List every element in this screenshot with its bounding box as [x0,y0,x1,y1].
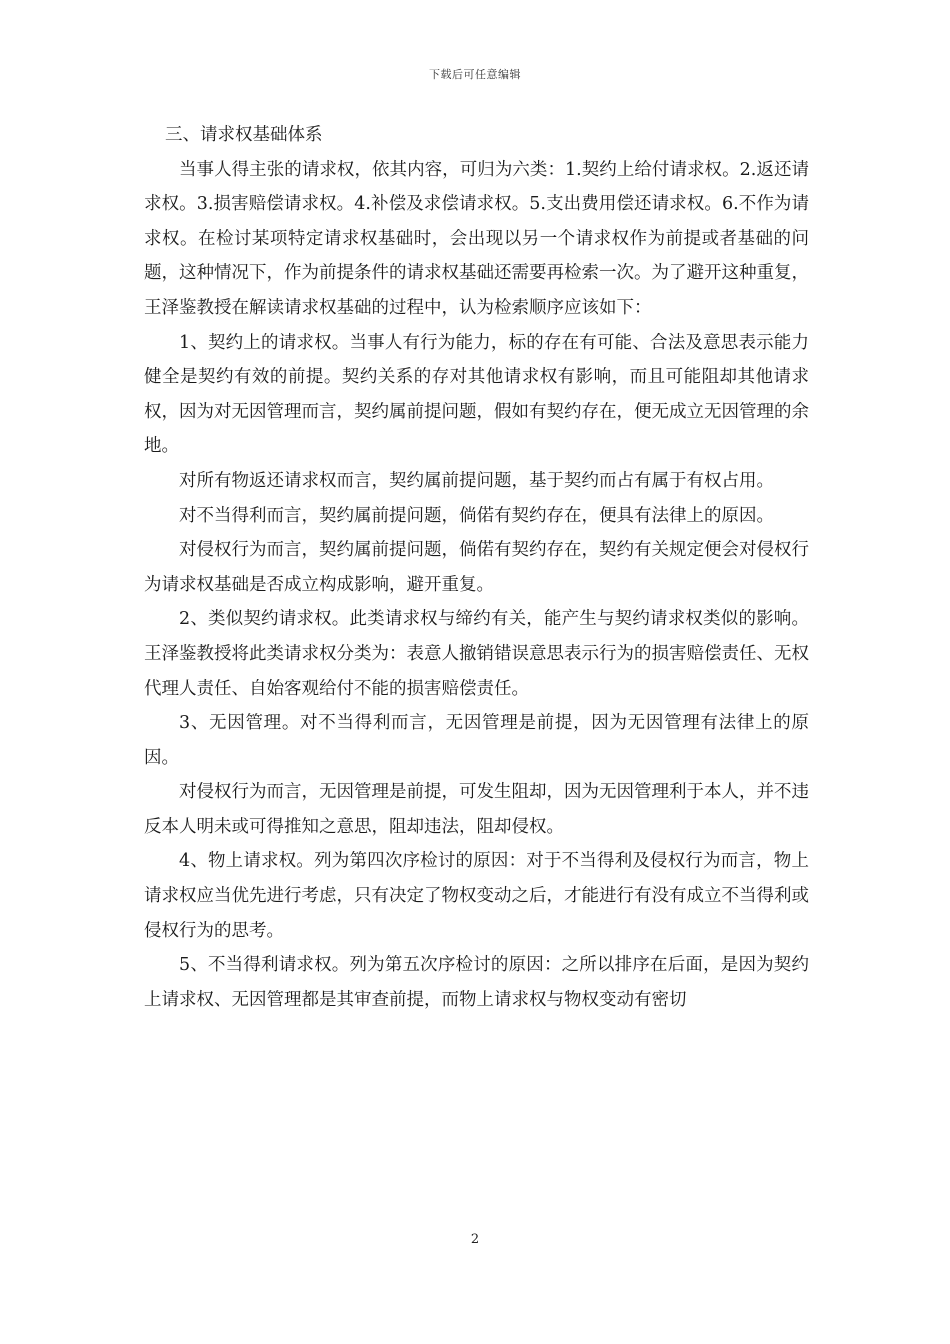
paragraph-quasi-contract: 2、类似契约请求权。此类请求权与缔约有关，能产生与契约请求权类似的影响。王泽鉴教授将此类请求权分类为：表意人撤销错误意思表示行为的损害赔偿责任、无权代理人责任、自始客观给付不能的损害赔偿责任。 [144,609,809,699]
paragraph-gestio-tort: 对侵权行为而言，无因管理是前提，可发生阻却，因为无因管理利于本人，并不违反本人明未或可得推知之意思，阻却违法，阻却侵权。 [144,782,809,837]
paragraph-unjust-enrichment: 对不当得利而言，契约属前提问题，倘偌有契约存在，便具有法律上的原因。 [179,505,774,526]
paragraph-negotiorum-gestio: 3、无因管理。对不当得利而言，无因管理是前提，因为无因管理有法律上的原因。 [144,713,809,768]
section-heading: 三、请求权基础体系 [165,125,323,145]
paragraph-enrichment-claim: 5、不当得利请求权。列为第五次序检讨的原因：之所以排序在后面，是因为契约上请求权、无因管理都是其审查前提，而物上请求权与物权变动有密切 [144,955,809,1010]
paragraph-contract-claim: 1、契约上的请求权。当事人有行为能力，标的存在有可能、合法及意思表示能力健全是契约有效的前提。契约关系的存对其他请求权有影响，而且可能阻却其他请求权，因为对无因管理而言，契约属前提问题，假如有契约存在，便无成立无因管理的余地。 [144,332,809,457]
page-header-note: 下载后可任意编辑 [429,68,521,81]
paragraph-real-right-claim: 4、物上请求权。列为第四次序检讨的原因：对于不当得利及侵权行为而言，物上请求权应当优先进行考虑，只有决定了物权变动之后，才能进行有没有成立不当得利或侵权行为的思考。 [144,851,809,941]
page-number: 2 [470,1232,480,1247]
document-body [144,118,809,1017]
paragraph-tort: 对侵权行为而言，契约属前提问题，倘偌有契约存在，契约有关规定便会对侵权行为请求权基础是否成立构成影响，避开重复。 [144,540,809,595]
paragraph-intro: 当事人得主张的请求权，依其内容，可归为六类：1.契约上给付请求权。2.返还请求权。3.损害赔偿请求权。4.补偿及求偿请求权。5.支出费用偿还请求权。6.不作为请求权。在检讨某项特定请求权基础时，会出现以另一个请求权作为前提或者基础的问题，这种情况下，作为前提条件的请求权基础还需要再检索一次。为了避开这种重复，王泽鉴教授在解读请求权基础的过程中，认为检索顺序应该如下： [144,159,809,318]
paragraph-property-return: 对所有物返还请求权而言，契约属前提问题，基于契约而占有属于有权占用。 [179,470,774,491]
